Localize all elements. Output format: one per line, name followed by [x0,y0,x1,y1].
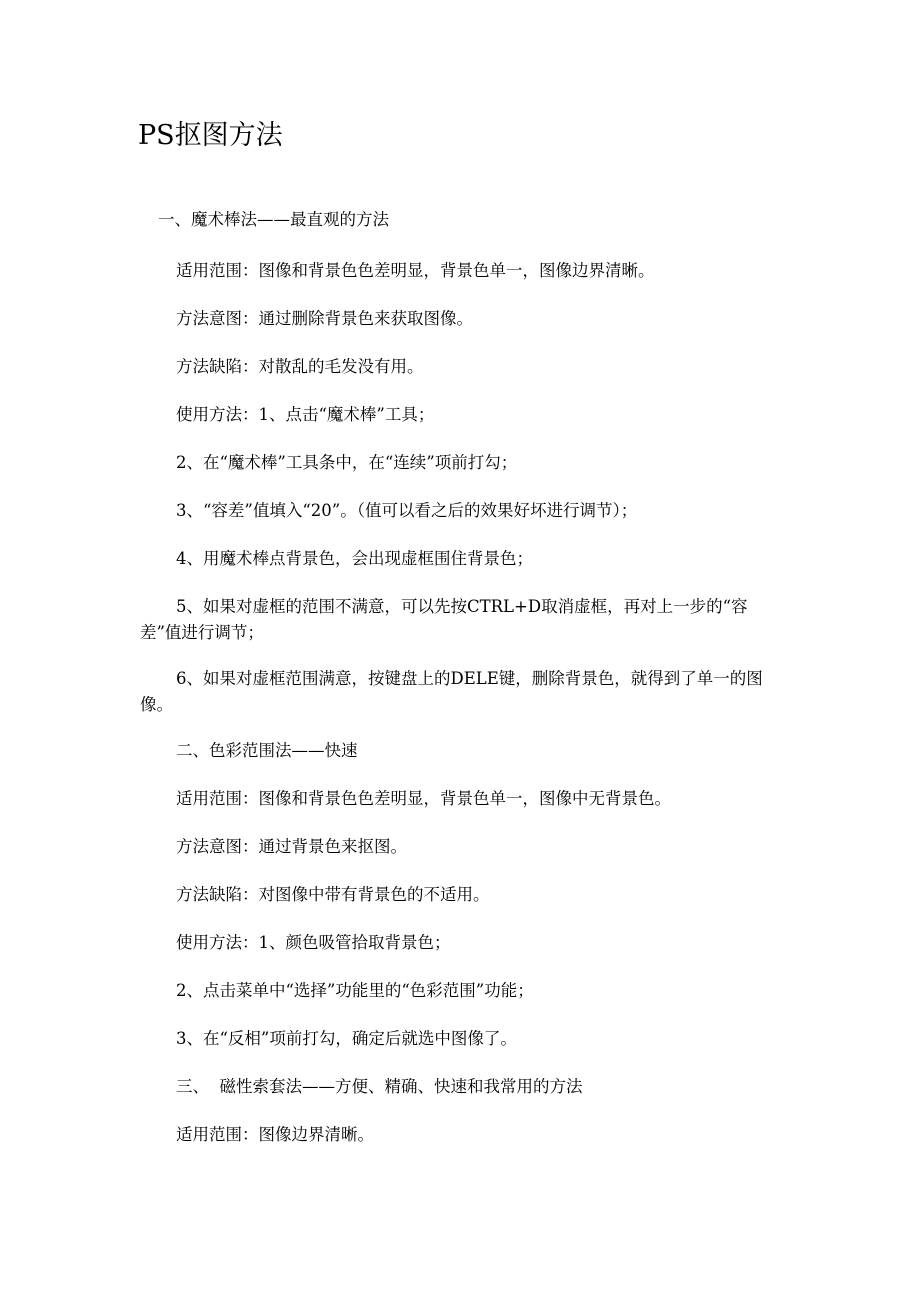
section-3-scope: 适用范围：图像边界清晰。 [176,1125,374,1144]
section-heading-color-range: 二、色彩范围法——快速 [176,741,358,760]
section-heading-magic-wand: 一、魔术棒法——最直观的方法 [158,210,389,229]
section-1-step-6: 6、如果对虚框范围满意，按键盘上的DELE键，删除背景色，就得到了单一的图像。 [140,669,763,714]
section-1-step-3: 3、“容差”值填入“20”。（值可以看之后的效果好坏进行调节）； [176,501,638,520]
section-1-intent: 方法意图：通过删除背景色来获取图像。 [176,309,473,328]
section-heading-magnetic-lasso: 三、 磁性索套法——方便、精确、快速和我常用的方法 [176,1077,583,1096]
section-1-step-1: 使用方法：1、点击“魔术棒”工具； [176,405,435,424]
section-2-scope: 适用范围：图像和背景色色差明显，背景色单一，图像中无背景色。 [176,789,671,808]
section-2-drawback: 方法缺陷：对图像中带有背景色的不适用。 [176,885,490,904]
section-1-scope: 适用范围：图像和背景色色差明显，背景色单一，图像边界清晰。 [176,261,655,280]
section-2-intent: 方法意图：通过背景色来抠图。 [176,837,407,856]
section-2-step-2: 2、点击菜单中“选择”功能里的“色彩范围”功能； [176,981,534,1000]
section-1-step-5: 5、如果对虚框的范围不满意，可以先按CTRL+D取消虚框，再对上一步的“容差”值进行调节； [140,597,748,642]
document-title: PS抠图方法 [138,120,283,151]
section-2-step-1: 使用方法：1、颜色吸管拾取背景色； [176,933,451,952]
section-1-step-4: 4、用魔术棒点背景色，会出现虚框围住背景色； [176,549,533,568]
section-2-step-3: 3、在“反相”项前打勾，确定后就选中图像了。 [176,1029,517,1048]
section-1-step-2: 2、在“魔术棒”工具条中，在“连续”项前打勾； [176,453,518,472]
section-1-drawback: 方法缺陷：对散乱的毛发没有用。 [176,357,424,376]
